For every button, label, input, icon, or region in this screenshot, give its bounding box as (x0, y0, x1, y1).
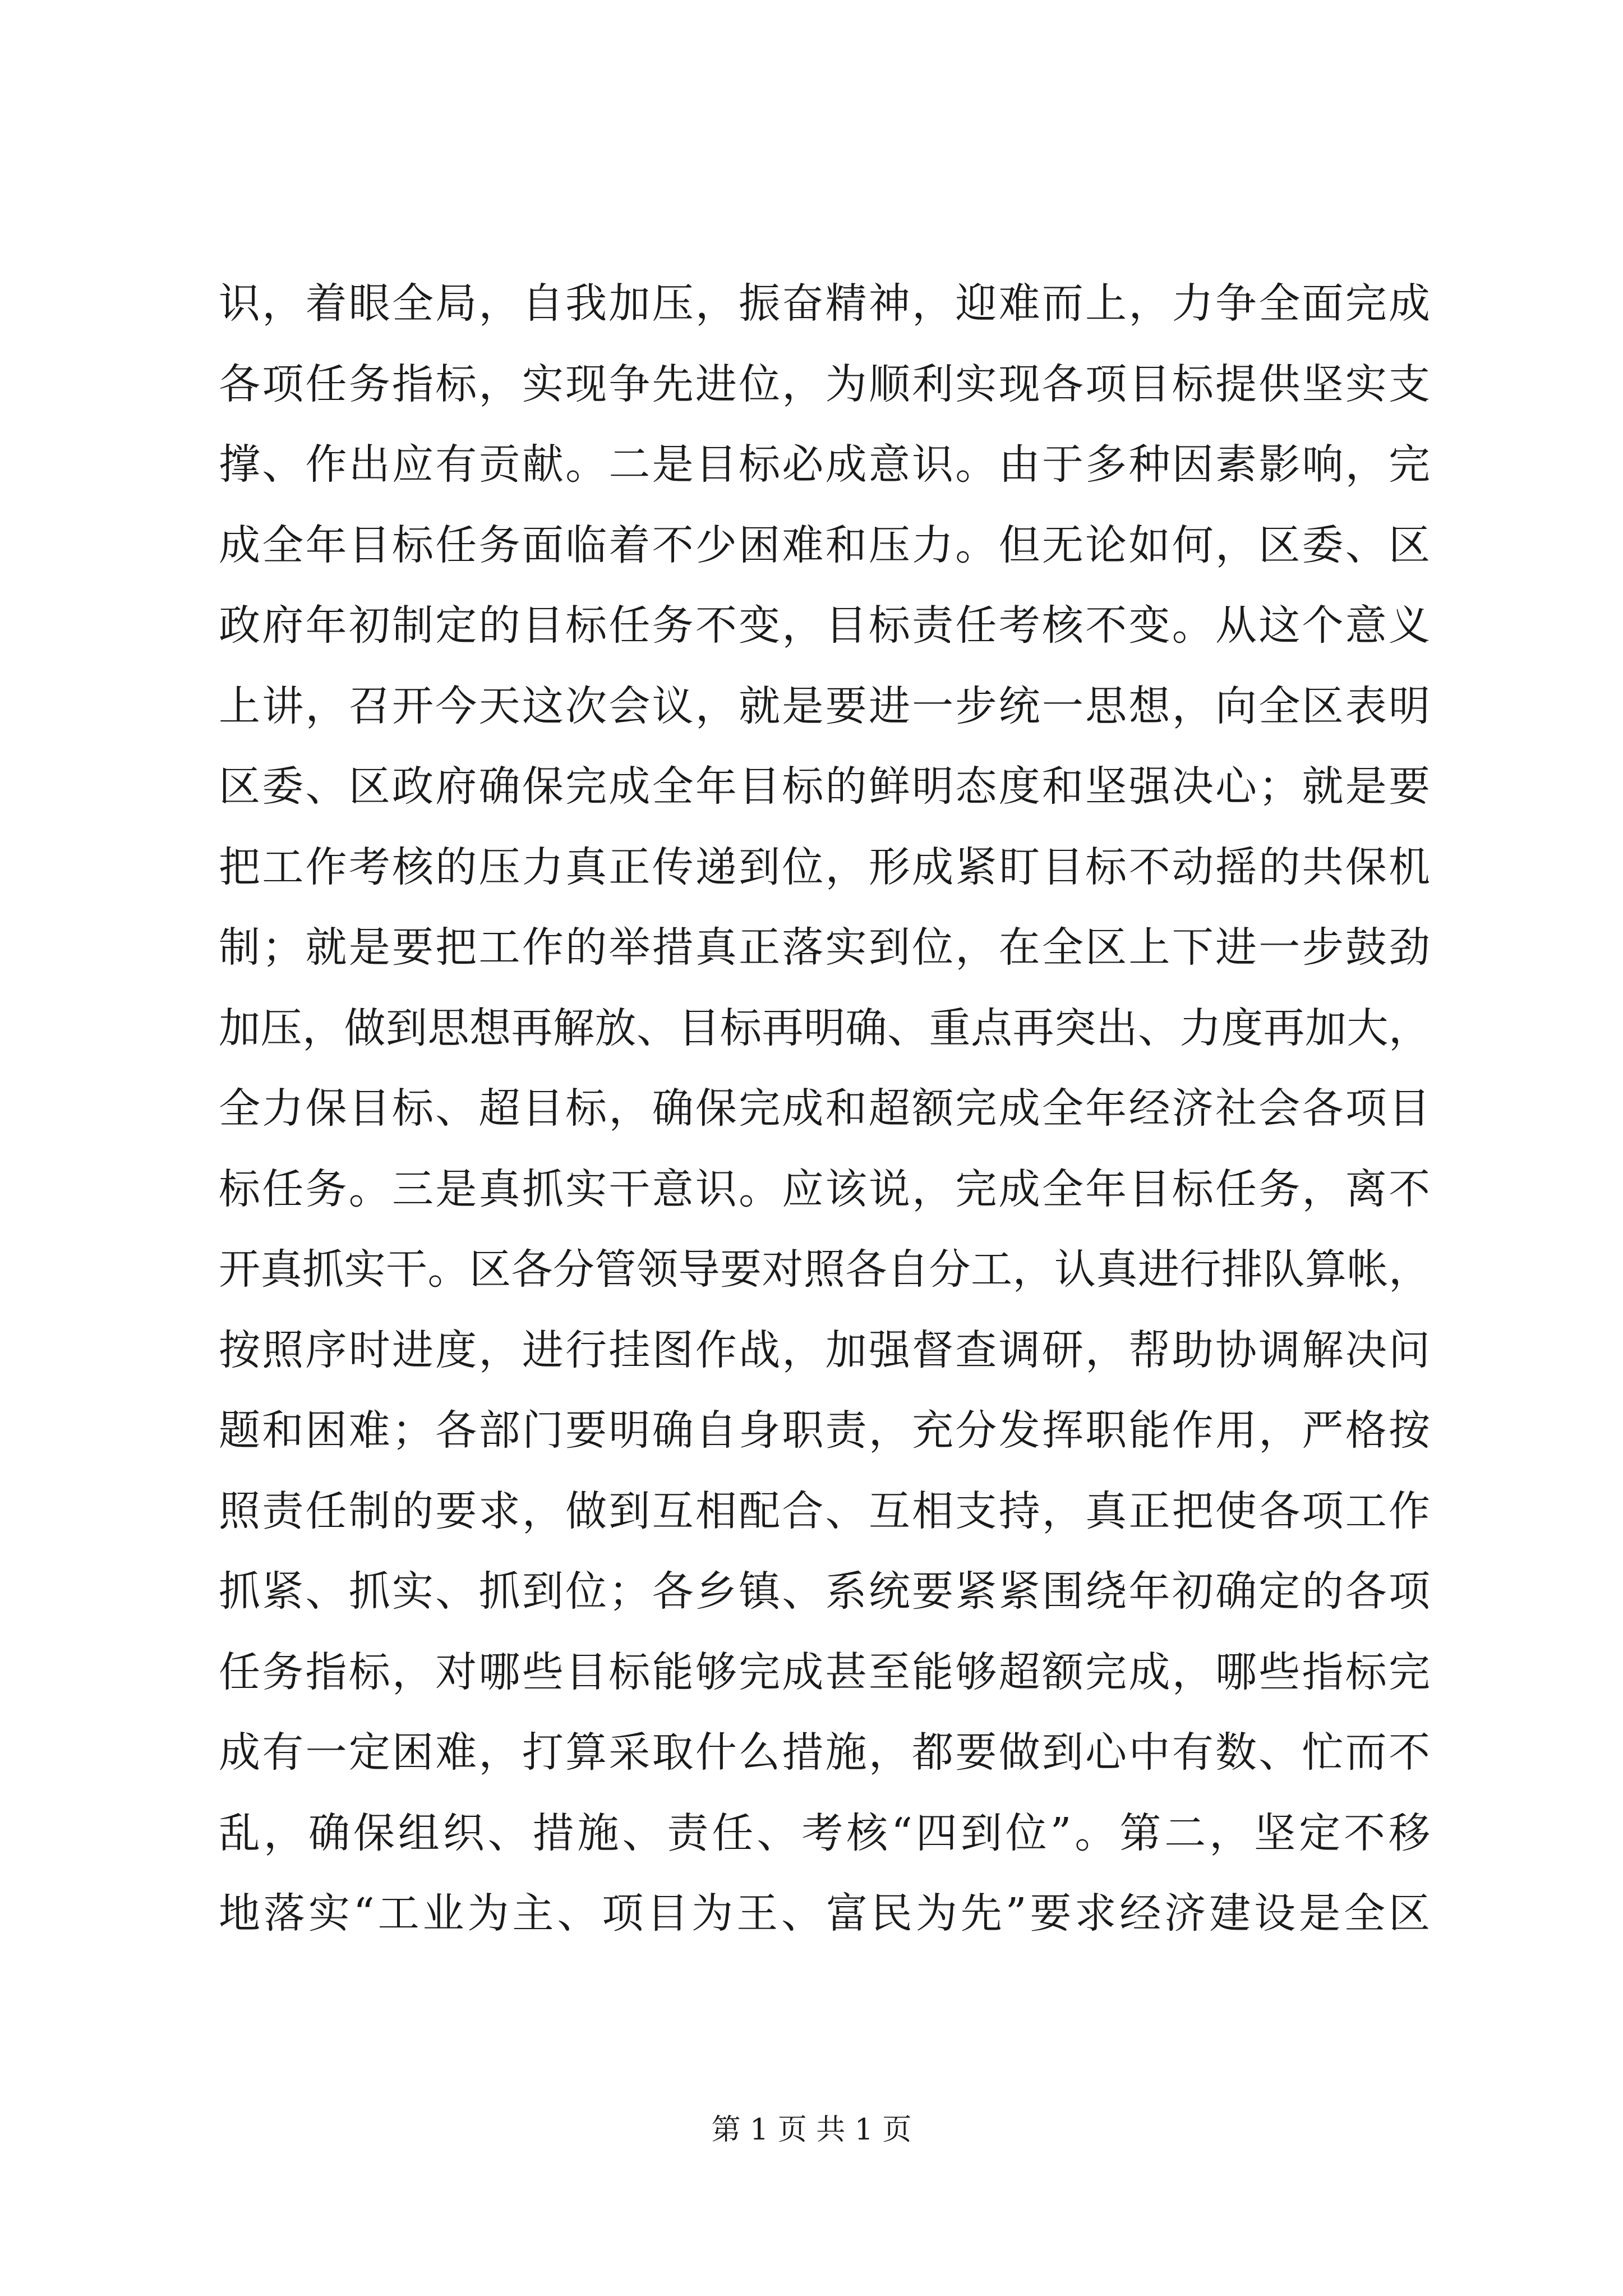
text-line: 识，着眼全局，自我加压，振奋精神，迎难而上，力争全面完成 (219, 279, 1430, 328)
text-line: 成有一定困难，打算采取什么措施，都要做到心中有数、忙而不 (219, 1728, 1430, 1777)
text-line: 标任务。三是真抓实干意识。应该说，完成全年目标任务，离不 (219, 1165, 1430, 1213)
text-line: 全力保目标、超目标，确保完成和超额完成全年经济社会各项目 (219, 1084, 1430, 1133)
page-number: 第 1 页 共 1 页 (711, 2113, 912, 2147)
text-line: 照责任制的要求，做到互相配合、互相支持，真正把使各项工作 (219, 1487, 1430, 1535)
text-line: 抓紧、抓实、抓到位；各乡镇、系统要紧紧围绕年初确定的各项 (219, 1567, 1430, 1616)
text-line: 把工作考核的压力真正传递到位，形成紧盯目标不动摇的共保机 (219, 843, 1430, 891)
page-footer (0, 2110, 1623, 2150)
text-line: 按照序时进度，进行挂图作战，加强督查调研，帮助协调解决问 (219, 1326, 1430, 1374)
text-line: 制；就是要把工作的举措真正落实到位，在全区上下进一步鼓劲 (219, 923, 1430, 972)
text-line: 加压，做到思想再解放、目标再明确、重点再突出、力度再加大， (219, 1004, 1430, 1052)
text-line: 上讲，召开今天这次会议，就是要进一步统一思想，向全区表明 (219, 682, 1430, 730)
text-line: 政府年初制定的目标任务不变，目标责任考核不变。从这个意义 (219, 601, 1430, 650)
text-line: 撑、作出应有贡献。二是目标必成意识。由于多种因素影响，完 (219, 440, 1430, 489)
text-line: 各项任务指标，实现争先进位，为顺利实现各项目标提供坚实支 (219, 360, 1430, 408)
body-text (219, 264, 1430, 1954)
text-line: 地落实“工业为主、项目为王、富民为先”要求经济建设是全区 (219, 1889, 1430, 1938)
text-line: 任务指标，对哪些目标能够完成甚至能够超额完成，哪些指标完 (219, 1648, 1430, 1696)
text-line: 区委、区政府确保完成全年目标的鲜明态度和坚强决心；就是要 (219, 762, 1430, 811)
text-line: 成全年目标任务面临着不少困难和压力。但无论如何，区委、区 (219, 521, 1430, 569)
text-line: 开真抓实干。区各分管领导要对照各自分工，认真进行排队算帐， (219, 1245, 1430, 1294)
text-line: 题和困难；各部门要明确自身职责，充分发挥职能作用，严格按 (219, 1406, 1430, 1455)
text-line: 乱，确保组织、措施、责任、考核“四到位”。第二，坚定不移 (219, 1809, 1430, 1857)
